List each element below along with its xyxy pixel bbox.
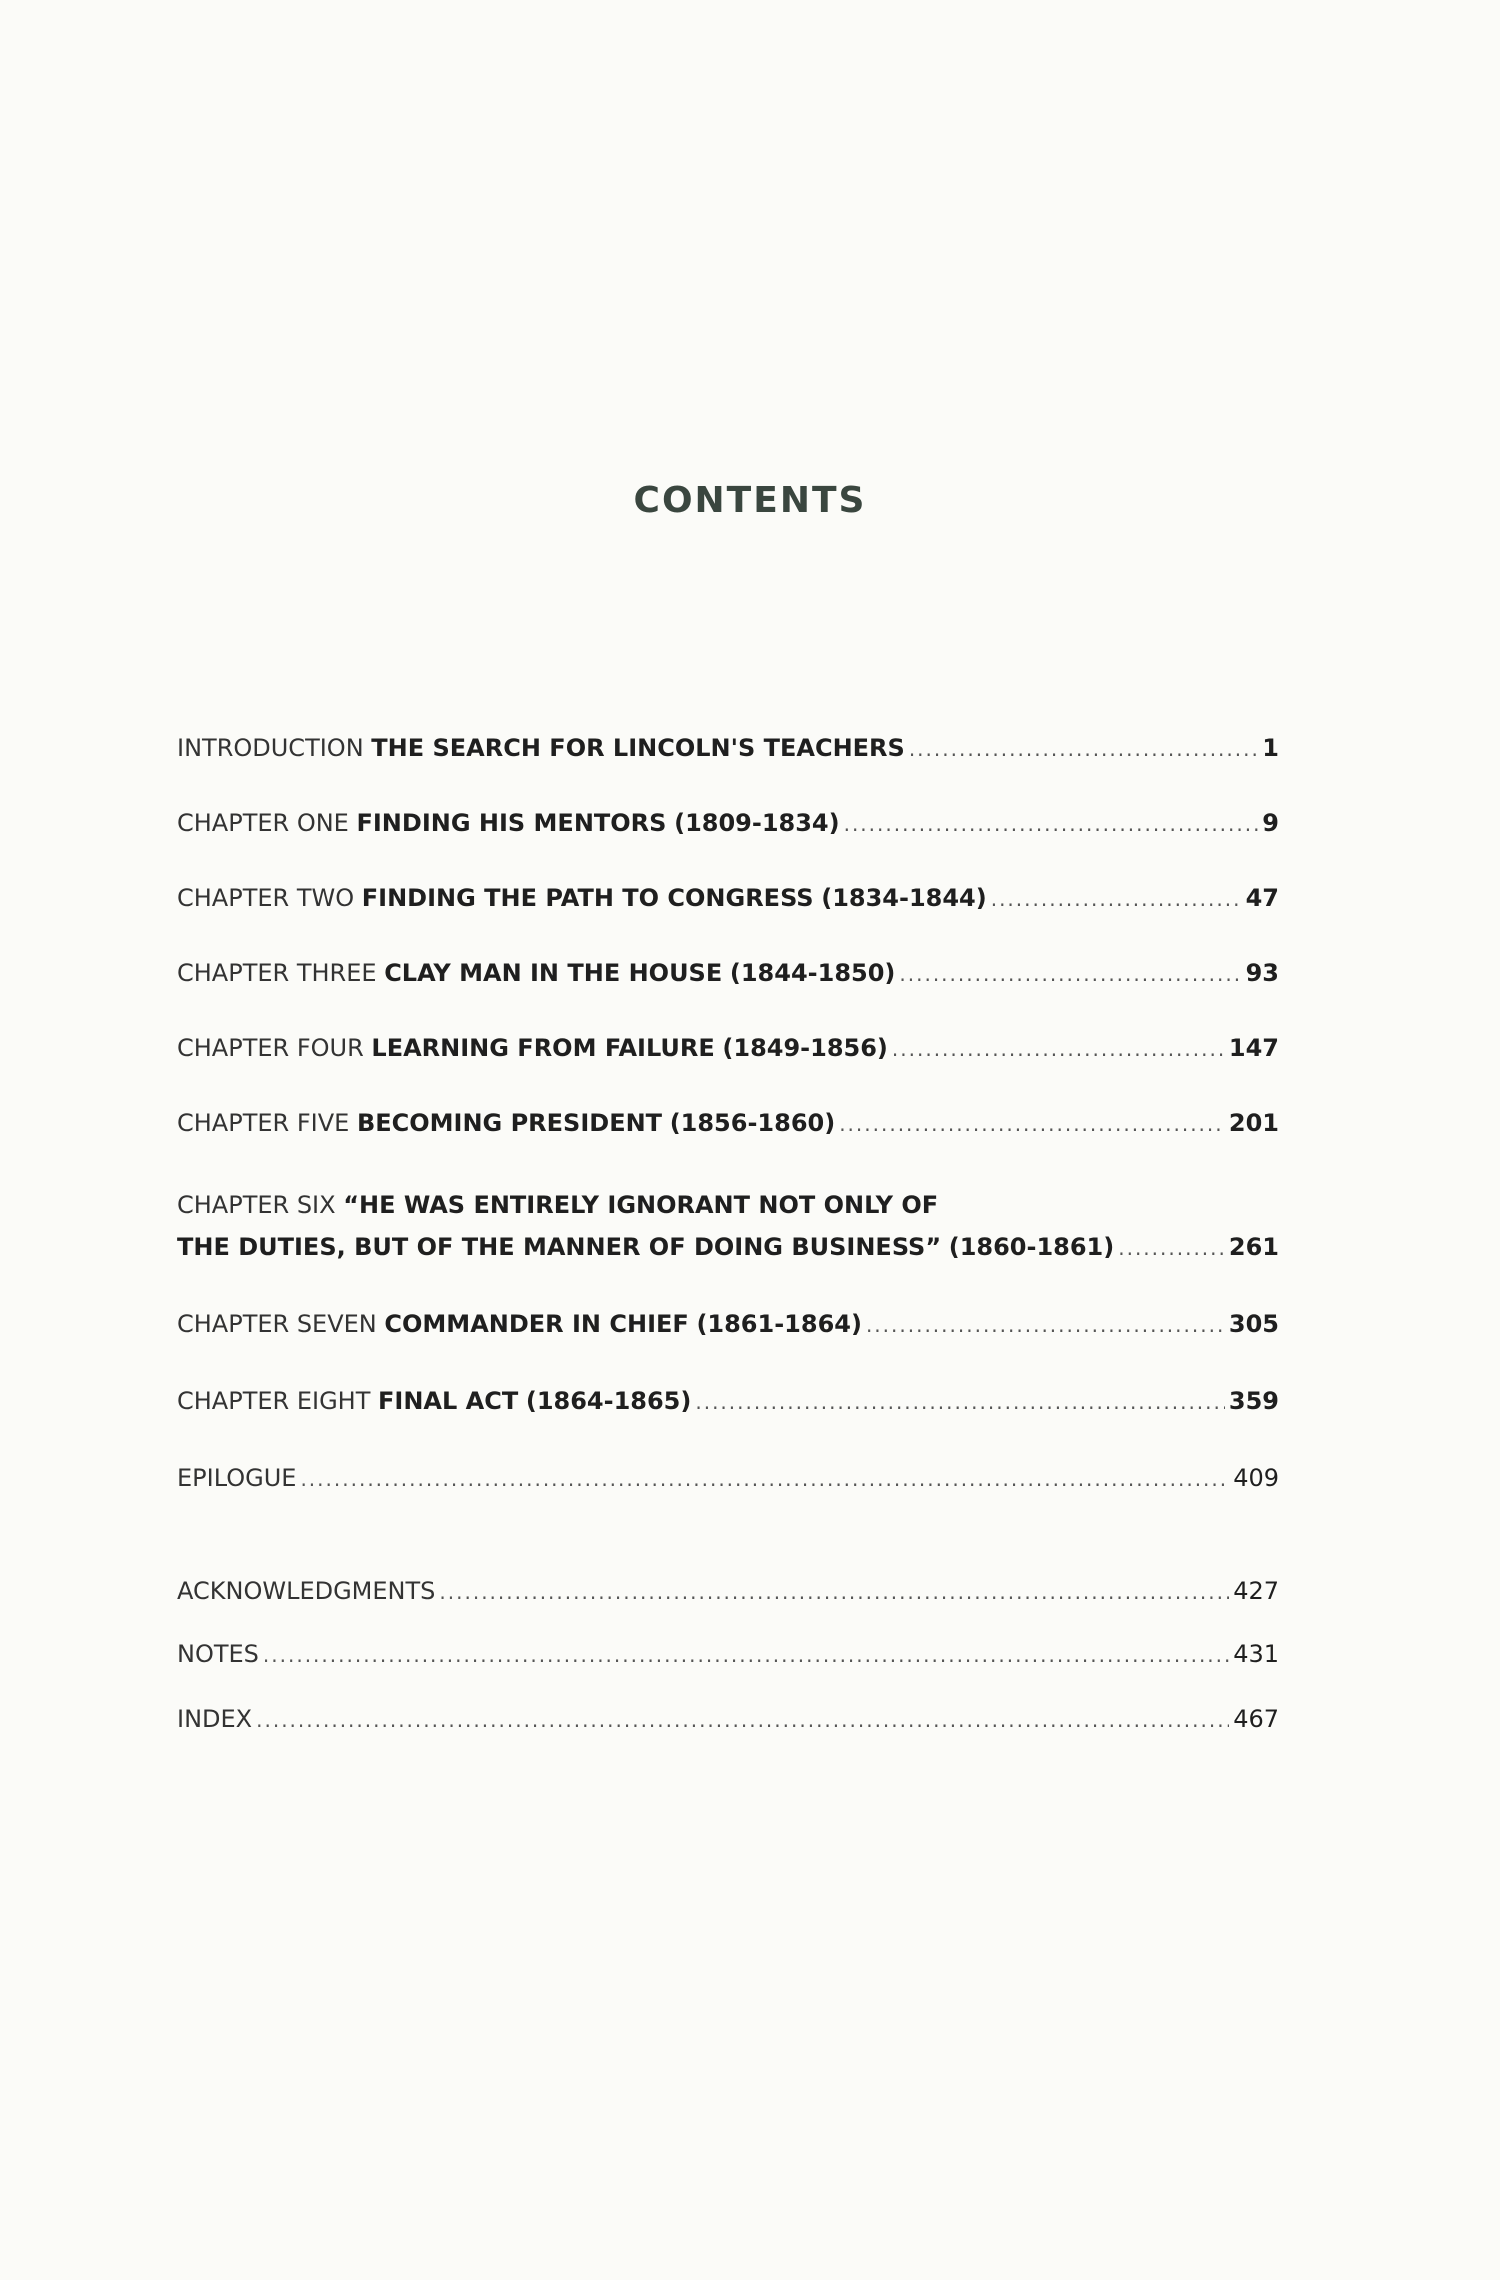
entry-label: ACKNOWLEDGMENTS [177, 1577, 436, 1605]
leader-dots [991, 878, 1242, 920]
entry-title: CLAY MAN IN THE HOUSE [384, 959, 723, 987]
entry-label: CHAPTER FIVE [177, 1109, 350, 1137]
leader-dots [839, 1103, 1225, 1145]
entry-page: 147 [1228, 1034, 1279, 1062]
toc-entry-chapter-one[interactable] [177, 802, 1279, 845]
entry-page: 305 [1228, 1310, 1279, 1338]
entry-dates: (1864-1865) [525, 1387, 692, 1415]
toc-entry-epilogue[interactable] [177, 1457, 1279, 1500]
entry-dates: (1856-1860) [669, 1109, 836, 1137]
entry-label: EPILOGUE [177, 1464, 297, 1492]
toc-entry-acknowledgments[interactable] [177, 1570, 1279, 1613]
entry-dates: (1849-1856) [722, 1034, 888, 1062]
toc-entry-chapter-seven[interactable] [177, 1303, 1279, 1346]
leader-dots [844, 803, 1259, 845]
entry-label: CHAPTER ONE [177, 809, 349, 837]
entry-label: NOTES [177, 1640, 259, 1668]
entry-page: 1 [1262, 734, 1279, 762]
entry-page: 467 [1233, 1705, 1279, 1733]
entry-page: 359 [1228, 1387, 1279, 1415]
toc-entry-chapter-six[interactable] [177, 1184, 1279, 1269]
entry-title: FINDING THE PATH TO CONGRESS [361, 884, 814, 912]
entry-label: CHAPTER TWO [177, 884, 355, 912]
toc-entry-chapter-three[interactable] [177, 952, 1279, 995]
entry-title: BECOMING PRESIDENT [356, 1109, 663, 1137]
leader-dots [1118, 1227, 1225, 1269]
entry-page: 261 [1228, 1233, 1279, 1261]
entry-label: INTRODUCTION [177, 734, 364, 762]
toc-entry-chapter-four[interactable] [177, 1027, 1279, 1070]
entry-page: 9 [1262, 809, 1279, 837]
toc-entry-chapter-eight[interactable] [177, 1380, 1279, 1423]
entry-label: CHAPTER EIGHT [177, 1387, 371, 1415]
leader-dots [256, 1699, 1229, 1741]
entry-dates: (1834-1844) [821, 884, 987, 912]
entry-label: CHAPTER SEVEN [177, 1310, 377, 1338]
entry-dates: (1860-1861) [948, 1233, 1115, 1261]
entry-title-line1: “HE WAS ENTIRELY IGNORANT NOT ONLY OF [343, 1191, 939, 1219]
entry-page: 409 [1233, 1464, 1279, 1492]
toc-entry-chapter-two[interactable] [177, 877, 1279, 920]
page-title: CONTENTS [633, 480, 867, 521]
toc-entry-chapter-five[interactable] [177, 1102, 1279, 1145]
leader-dots [695, 1381, 1225, 1423]
leader-dots [899, 953, 1241, 995]
entry-title: COMMANDER IN CHIEF [384, 1310, 689, 1338]
entry-title: FINDING HIS MENTORS [356, 809, 667, 837]
entry-dates: (1861-1864) [696, 1310, 862, 1338]
entry-label: CHAPTER FOUR [177, 1034, 364, 1062]
entry-page: 427 [1233, 1577, 1279, 1605]
entry-title: LEARNING FROM FAILURE [371, 1034, 715, 1062]
entry-page: 201 [1228, 1109, 1279, 1137]
entry-title-line2: THE DUTIES, BUT OF THE MANNER OF DOING BUSINESS” [177, 1233, 942, 1261]
toc-entry-index[interactable] [177, 1698, 1279, 1741]
entry-label: CHAPTER THREE [177, 959, 377, 987]
entry-title: FINAL ACT [378, 1387, 519, 1415]
leader-dots [300, 1458, 1229, 1500]
entry-label: INDEX [177, 1705, 253, 1733]
entry-dates: (1844-1850) [729, 959, 896, 987]
toc-entry-notes[interactable] [177, 1633, 1279, 1676]
leader-dots [892, 1028, 1225, 1070]
entry-label: CHAPTER SIX [177, 1191, 336, 1219]
entry-page: 431 [1233, 1640, 1279, 1668]
entry-dates: (1809-1834) [674, 809, 840, 837]
leader-dots [909, 728, 1258, 770]
toc-entry-introduction[interactable] [177, 727, 1279, 770]
entry-page: 93 [1245, 959, 1279, 987]
entry-page: 47 [1245, 884, 1279, 912]
leader-dots [439, 1571, 1229, 1613]
leader-dots [866, 1304, 1225, 1346]
entry-title: THE SEARCH FOR LINCOLN'S TEACHERS [371, 734, 905, 762]
leader-dots [263, 1634, 1229, 1676]
